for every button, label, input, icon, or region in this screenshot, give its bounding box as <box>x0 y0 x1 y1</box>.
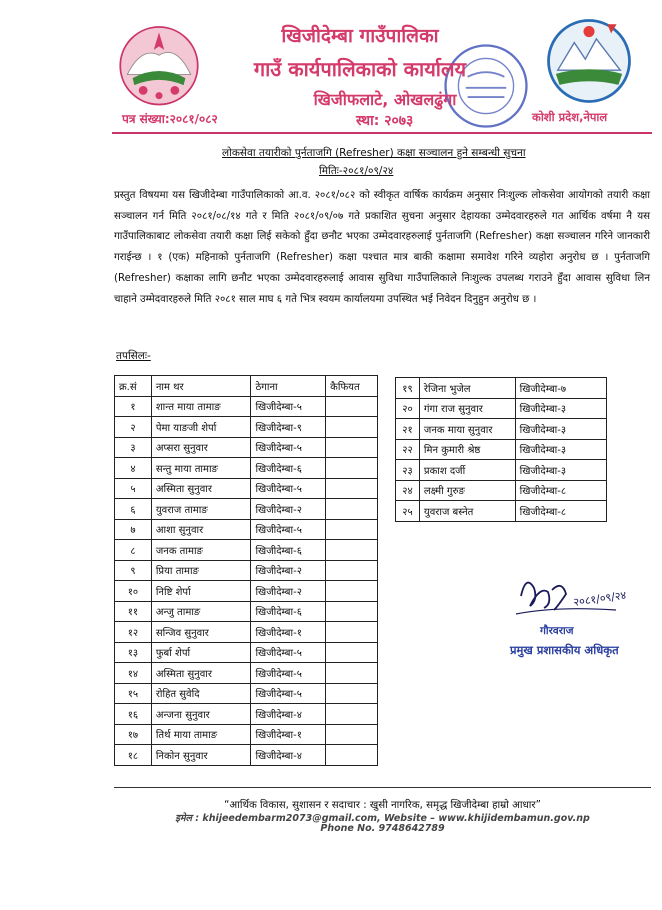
serial-cell: १ <box>115 396 152 417</box>
reference-number: पत्र संख्या:२०८१/०८२ <box>122 112 218 126</box>
address-cell: खिजीदेम्बा-५ <box>251 642 326 663</box>
serial-cell: १२ <box>115 622 152 643</box>
address-cell: खिजीदेम्बा-५ <box>251 519 326 540</box>
address-cell: खिजीदेम्बा-६ <box>251 458 326 479</box>
serial-cell: १९ <box>396 378 420 399</box>
serial-cell: ९ <box>115 560 152 581</box>
remarks-cell <box>326 663 378 684</box>
serial-cell: १६ <box>115 704 152 725</box>
table-row <box>396 419 607 440</box>
serial-cell: १७ <box>115 724 152 745</box>
address-cell: खिजीदेम्बा-५ <box>251 437 326 458</box>
table-row <box>115 417 378 438</box>
serial-cell: ७ <box>115 519 152 540</box>
name-cell: युवराज बस्नेत <box>419 501 515 522</box>
name-cell: अस्मिता सुनुवार <box>151 663 251 684</box>
serial-cell: २० <box>396 398 420 419</box>
address-cell: खिजीदेम्बा-३ <box>515 419 606 440</box>
table-row <box>396 439 607 460</box>
remarks-cell <box>326 499 378 520</box>
name-cell: अन्जना सुनुवार <box>151 704 251 725</box>
address-cell: खिजीदेम्बा-१ <box>251 724 326 745</box>
table-row <box>396 378 607 399</box>
remarks-cell <box>326 396 378 417</box>
established-year: स्था: २०७३ <box>356 113 414 129</box>
remarks-cell <box>326 540 378 561</box>
name-cell: युवराज तामाङ <box>151 499 251 520</box>
address-cell: खिजीदेम्बा-६ <box>251 540 326 561</box>
header-remarks: कैफियत <box>326 376 378 397</box>
serial-cell: १३ <box>115 642 152 663</box>
table-row <box>396 480 607 501</box>
header-name: नाम थर <box>151 376 251 397</box>
remarks-cell <box>326 683 378 704</box>
address-cell: खिजीदेम्बा-४ <box>251 745 326 766</box>
address-cell: खिजीदेम्बा-५ <box>251 478 326 499</box>
svg-text:२०८१/०९/२४: २०८१/०९/२४ <box>572 588 628 609</box>
name-cell: रेजिना भुजेल <box>419 378 515 399</box>
name-cell: आशा सुनुवार <box>151 519 251 540</box>
address-cell: खिजीदेम्बा-८ <box>515 501 606 522</box>
remarks-cell <box>326 622 378 643</box>
footer-divider <box>114 787 651 788</box>
address-cell: खिजीदेम्बा-३ <box>515 398 606 419</box>
name-cell: जनक माया सुनुवार <box>419 419 515 440</box>
remarks-cell <box>326 478 378 499</box>
table-row <box>115 396 378 417</box>
name-cell: अन्जु तामाङ <box>151 601 251 622</box>
name-cell: अप्सरा सुनुवार <box>151 437 251 458</box>
header-address: ठेगाना <box>251 376 326 397</box>
table-row <box>115 560 378 581</box>
address-cell: खिजीदेम्बा-५ <box>251 663 326 684</box>
address-cell: खिजीदेम्बा-९ <box>251 417 326 438</box>
address-cell: खिजीदेम्बा-३ <box>515 460 606 481</box>
details-label: तपसिलः- <box>116 350 151 362</box>
office-name: गाउँ कार्यपालिकाको कार्यालय <box>253 57 467 81</box>
remarks-cell <box>326 560 378 581</box>
serial-cell: ३ <box>115 437 152 458</box>
name-cell: जनक तामाङ <box>151 540 251 561</box>
remarks-cell <box>326 519 378 540</box>
candidate-table-left <box>114 375 378 766</box>
candidate-table-right <box>395 377 607 522</box>
address-cell: खिजीदेम्बा-३ <box>515 439 606 460</box>
name-cell: निकोन सुनुवार <box>151 745 251 766</box>
name-cell: शान्त माया तामाङ <box>151 396 251 417</box>
notice-date: मितिः-२०८१/०९/२४ <box>319 165 394 177</box>
name-cell: प्रिया तामाङ <box>151 560 251 581</box>
name-cell: फुर्बा शेर्पा <box>151 642 251 663</box>
name-cell: रोहित सुवेदि <box>151 683 251 704</box>
serial-cell: २२ <box>396 439 420 460</box>
table-row <box>115 724 378 745</box>
name-cell: निष्टि शेर्पा <box>151 581 251 602</box>
serial-cell: २४ <box>396 480 420 501</box>
table-row <box>115 478 378 499</box>
serial-cell: ५ <box>115 478 152 499</box>
name-cell: तिर्थ माया तामाङ <box>151 724 251 745</box>
header-serial: क्र.सं <box>115 376 152 397</box>
header-divider <box>112 132 652 134</box>
table-row <box>115 458 378 479</box>
table-row <box>115 745 378 766</box>
table-row <box>115 519 378 540</box>
province-logo-icon <box>543 15 635 107</box>
footer-contact: इमेल : khijeedembarm2073@gmail.com, Website – www.khijidembamun.gov.np <box>175 813 590 824</box>
name-cell: सन्जिव सुनुवार <box>151 622 251 643</box>
remarks-cell <box>326 724 378 745</box>
serial-cell: ८ <box>115 540 152 561</box>
remarks-cell <box>326 458 378 479</box>
address-cell: खिजीदेम्बा-७ <box>515 378 606 399</box>
remarks-cell <box>326 437 378 458</box>
name-cell: प्रकाश दर्जी <box>419 460 515 481</box>
table-row <box>115 499 378 520</box>
table-row <box>396 501 607 522</box>
name-cell: अस्मिता सुनुवार <box>151 478 251 499</box>
name-cell: गंगा राज सुनुवार <box>419 398 515 419</box>
table-row <box>115 581 378 602</box>
table-header-row <box>115 376 378 397</box>
table-row <box>115 601 378 622</box>
office-stamp-icon <box>440 40 532 132</box>
table-row <box>115 663 378 684</box>
serial-cell: १४ <box>115 663 152 684</box>
address-cell: खिजीदेम्बा-६ <box>251 601 326 622</box>
address-cell: खिजीदेम्बा-८ <box>515 480 606 501</box>
table-row <box>115 683 378 704</box>
serial-cell: १५ <box>115 683 152 704</box>
office-address: खिजीफलाटे, ओखलढुंगा <box>313 90 457 109</box>
address-cell: खिजीदेम्बा-५ <box>251 396 326 417</box>
municipality-name: खिजीदेम्बा गाउँपालिका <box>281 25 439 47</box>
name-cell: मिन कुमारी श्रेष्ठ <box>419 439 515 460</box>
footer-slogan: “आर्थिक विकास, सुशासन र सदाचार : खुसी नागरिक, समृद्ध खिजीदेम्बा हाम्रो आधार” <box>224 800 541 811</box>
serial-cell: १८ <box>115 745 152 766</box>
address-cell: खिजीदेम्बा-२ <box>251 560 326 581</box>
remarks-cell <box>326 417 378 438</box>
notice-body: प्रस्तुत विषयमा यस खिजीदेम्बा गाउँपालिकाको आ.व. २०८१/०८२ को स्वीकृत वार्षिक कार्यक्रम अनुसार निःशुल्क लोकसेवा आयोगको तयारी कक्षा सञ्चालन गर्न मिति २०८१/०८/१४ गते र मिति २०८१/०९/०७ गते प्रकाशित सुचना अनुसार देहायका उम्मेदवारहरुले गत आर्थिक वर्षमा नै यस गाउँपालिकाबाट लोकसेवा तयारी कक्षा लिई सकेको हुँदा छनौट भएका उम्मेदवारहरुलाई पुर्नताजगि (Refresher) कक्षा सञ्चालन गरिने जानकारी गराईन्छ । १ (एक) महिनाको पुर्नताजगि (Refresher) कक्षा पश्चात मात्र बाकी कक्षामा समावेश गरिने व्यहोरा अनुरोध छ । पुर्नताजगि (Refresher) कक्षाका लागि छनौट भएका उम्मेदवारहरुलाई आवास सुविधा गाउँपालिकाले निःशुल्क उपलब्ध गराउने हुँदा आवास सुविधा लिन चाहाने उम्मेदवारहरुले मिति २०८१ साल माघ ६ गते भित्र स्वयम कार्यालयमा उपस्थित भई निवेदन दिनुहुन अनुरोध छ । <box>114 190 650 305</box>
remarks-cell <box>326 601 378 622</box>
address-cell: खिजीदेम्बा-२ <box>251 581 326 602</box>
table-row <box>396 398 607 419</box>
remarks-cell <box>326 581 378 602</box>
name-cell: सन्तु माया तामाङ <box>151 458 251 479</box>
serial-cell: २३ <box>396 460 420 481</box>
table-row <box>115 622 378 643</box>
address-cell: खिजीदेम्बा-४ <box>251 704 326 725</box>
table-row <box>115 540 378 561</box>
officer-name: गौरवराज <box>540 625 574 637</box>
province-name: कोशी प्रदेश,नेपाल <box>532 110 608 124</box>
table-row <box>396 460 607 481</box>
table-row <box>115 642 378 663</box>
address-cell: खिजीदेम्बा-१ <box>251 622 326 643</box>
notice-title: लोकसेवा तयारीको पुर्नताजगि (Refresher) कक्षा सञ्चालन हुने सम्बन्धी सुचना <box>222 147 526 159</box>
table-row <box>115 437 378 458</box>
serial-cell: २५ <box>396 501 420 522</box>
table-row <box>115 704 378 725</box>
address-cell: खिजीदेम्बा-२ <box>251 499 326 520</box>
remarks-cell <box>326 642 378 663</box>
serial-cell: ४ <box>115 458 152 479</box>
nepal-emblem-icon <box>115 20 203 108</box>
remarks-cell <box>326 745 378 766</box>
serial-cell: २ <box>115 417 152 438</box>
serial-cell: ६ <box>115 499 152 520</box>
name-cell: पेमा याङजी शेर्पा <box>151 417 251 438</box>
serial-cell: १० <box>115 581 152 602</box>
footer-phone: Phone No. 9748642789 <box>320 823 445 834</box>
address-cell: खिजीदेम्बा-५ <box>251 683 326 704</box>
serial-cell: २१ <box>396 419 420 440</box>
serial-cell: ११ <box>115 601 152 622</box>
remarks-cell <box>326 704 378 725</box>
officer-title: प्रमुख प्रशासकीय अधिकृत <box>510 643 619 657</box>
name-cell: लक्ष्मी गुरुङ <box>419 480 515 501</box>
